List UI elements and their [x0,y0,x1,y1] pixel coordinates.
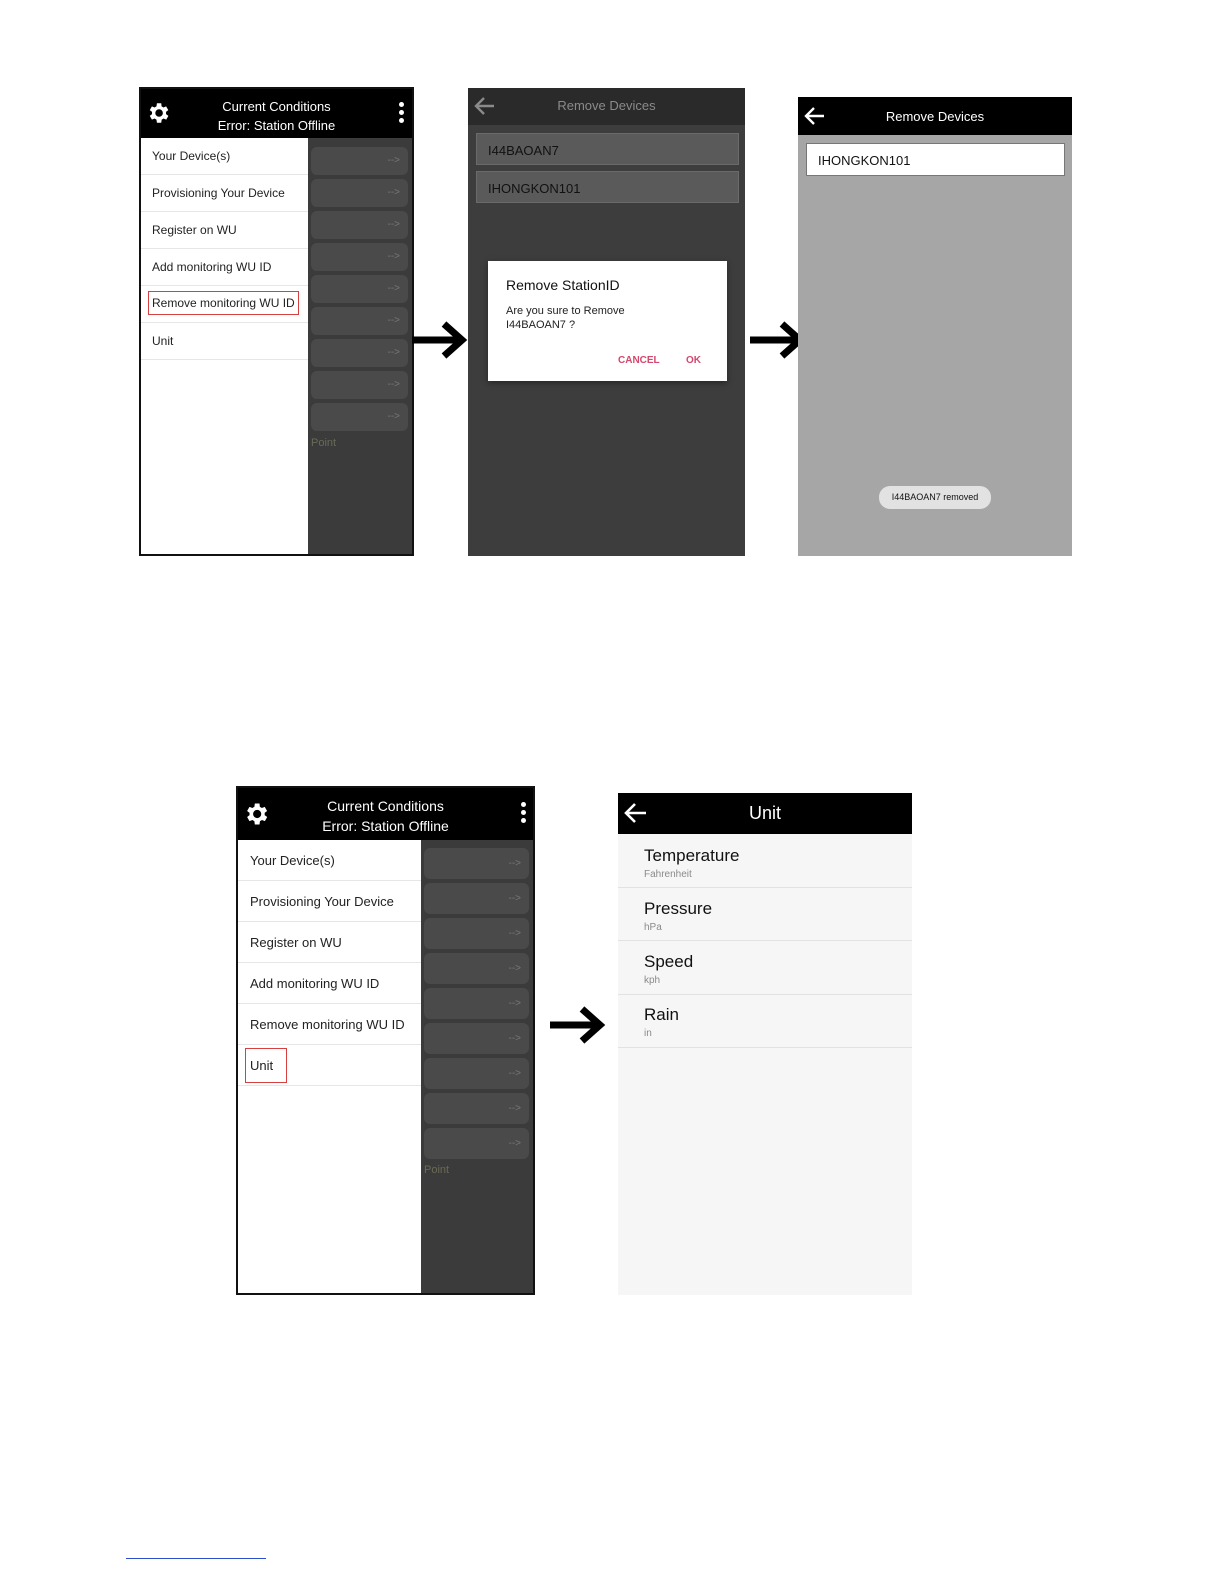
app-header [238,788,533,840]
bg-row: --> [311,147,408,175]
menu-item-label: Your Device(s) [250,853,335,868]
app-bar-title: Unit [748,803,781,823]
bg-row: --> [424,1093,529,1124]
background-label: Point [311,437,337,449]
header-line-2: Error: Station Offline [217,118,336,133]
bg-row: --> [424,883,529,914]
background-label: Point [424,1164,450,1176]
bg-row: --> [311,339,408,367]
unit-item-value: kph [644,975,661,986]
menu-item-your-devices[interactable] [238,840,421,881]
app-header [141,89,412,138]
navigation-drawer [238,840,421,1293]
header-line-1: Current Conditions [327,798,444,814]
navigation-drawer [141,138,308,554]
bg-row: --> [424,1128,529,1159]
menu-item-label: Register on WU [250,935,342,950]
menu-item-label: Your Device(s) [152,149,231,163]
device-row[interactable] [476,133,739,165]
device-id: I44BAOAN7 [488,143,559,158]
confirm-dialog [488,261,727,381]
ok-button[interactable]: OK [686,355,701,366]
bg-row: --> [311,243,408,271]
unit-item-speed[interactable] [618,942,912,995]
bg-row: --> [311,307,408,335]
dialog-title: Remove StationID [506,277,620,293]
menu-item-remove-monitoring[interactable] [238,1004,421,1045]
bg-row: --> [424,988,529,1019]
background-rows [311,147,408,435]
bg-row: --> [311,179,408,207]
kebab-menu-icon[interactable] [521,802,527,826]
menu-item-label: Register on WU [152,223,237,237]
bg-row: --> [311,275,408,303]
unit-item-value: Fahrenheit [644,869,692,880]
menu-item-label: Provisioning Your Device [250,894,394,909]
unit-item-name: Speed [644,952,694,971]
bg-row: --> [424,1023,529,1054]
menu-item-your-devices[interactable] [141,138,308,175]
background-rows [424,848,529,1163]
unit-item-value: in [644,1028,652,1039]
flow-arrow-icon [410,320,468,360]
remove-result-screen [798,97,1072,556]
app-bar-title: Remove Devices [885,109,985,124]
unit-item-name: Temperature [644,846,740,865]
menu-item-label: Remove monitoring WU ID [149,292,298,314]
header-title [141,97,412,135]
menu-item-label: Unit [152,334,174,348]
footnote-link-underline [126,1558,266,1559]
bg-row: --> [311,211,408,239]
app-bar [618,793,912,834]
dialog-message: Are you sure to Remove I44BAOAN7 ? [506,305,625,331]
drawer-screen-top [139,87,414,556]
device-row[interactable] [476,171,739,203]
menu-item-unit[interactable] [238,1045,421,1086]
unit-item-pressure[interactable] [618,889,912,941]
unit-screen [618,793,912,1295]
drawer-screen-bottom [236,786,535,1295]
menu-item-label: Provisioning Your Device [152,186,285,200]
header-line-2: Error: Station Offline [322,818,449,834]
menu-item-remove-monitoring[interactable] [141,286,308,323]
header-line-1: Current Conditions [222,99,331,114]
menu-item-label: Add monitoring WU ID [250,976,380,991]
flow-arrow-icon [548,1005,606,1045]
unit-item-value: hPa [644,922,662,933]
bg-row: --> [424,1058,529,1089]
unit-item-rain[interactable] [618,995,912,1048]
bg-row: --> [424,953,529,984]
app-bar [468,88,745,125]
cancel-button[interactable]: CANCEL [618,355,660,366]
menu-item-provisioning[interactable] [238,881,421,922]
bg-row: --> [311,371,408,399]
menu-item-unit[interactable] [141,323,308,360]
menu-item-label: Remove monitoring WU ID [250,1017,405,1032]
device-id: IHONGKON101 [818,153,911,168]
app-bar-title: Remove Devices [557,98,656,113]
menu-item-add-monitoring[interactable] [238,963,421,1004]
menu-item-provisioning[interactable] [141,175,308,212]
device-row[interactable] [806,143,1065,176]
app-bar [798,97,1072,135]
unit-item-name: Pressure [644,899,713,918]
toast-message: I44BAOAN7 removed [879,486,991,509]
menu-item-add-monitoring[interactable] [141,249,308,286]
device-id: IHONGKON101 [488,181,581,196]
remove-dialog-screen [468,88,745,556]
menu-item-label: Add monitoring WU ID [152,260,272,274]
bg-row: --> [424,918,529,949]
unit-item-temperature[interactable] [618,836,912,888]
menu-item-register-wu[interactable] [238,922,421,963]
kebab-menu-icon[interactable] [399,102,405,126]
header-title [238,796,533,836]
menu-item-label: Unit [246,1049,286,1082]
menu-item-register-wu[interactable] [141,212,308,249]
bg-row: --> [311,403,408,431]
unit-item-name: Rain [644,1005,679,1024]
bg-row: --> [424,848,529,879]
